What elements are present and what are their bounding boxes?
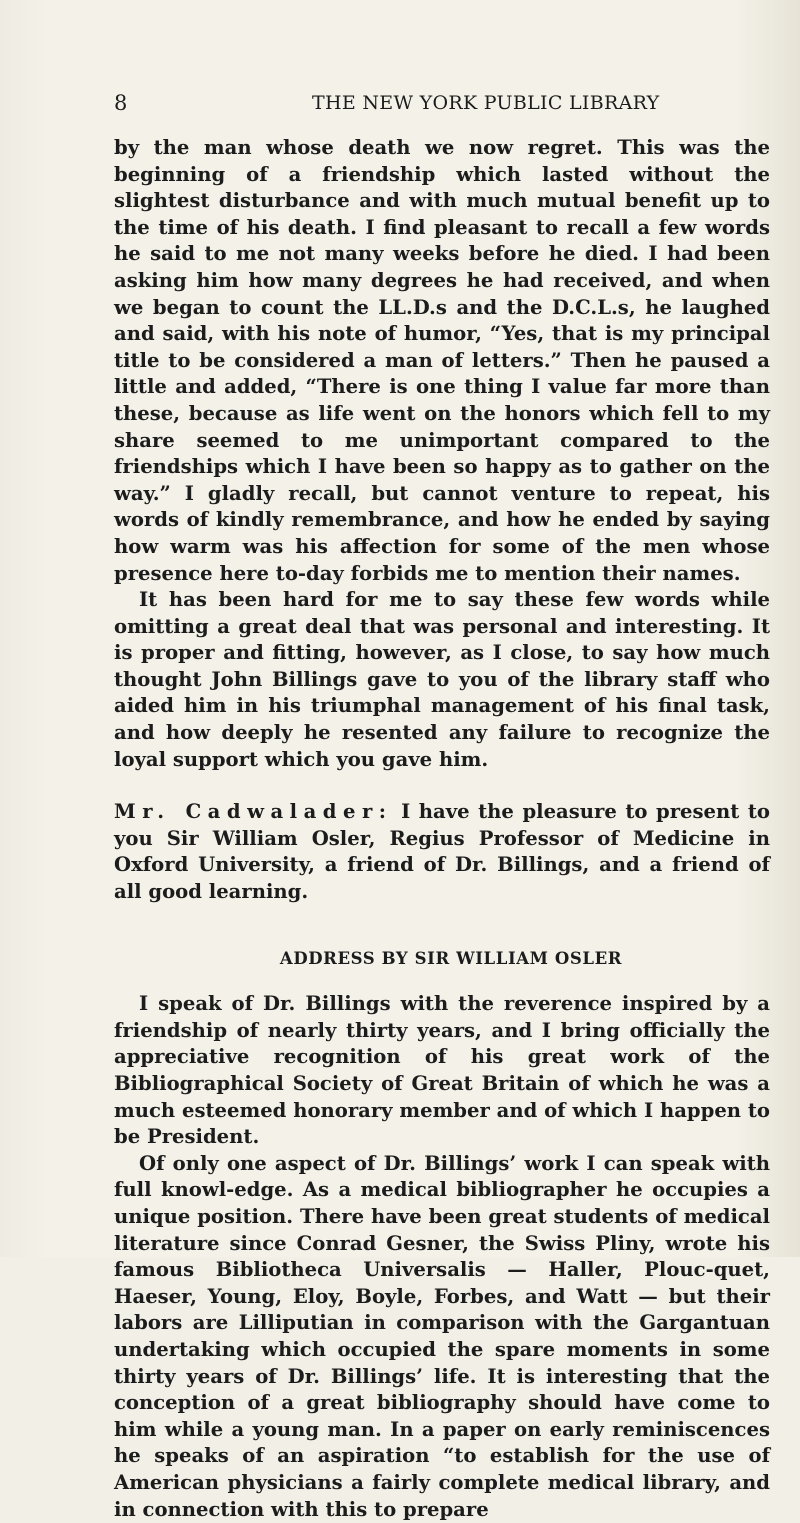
section-gap	[114, 906, 770, 946]
speaker-name: Mr. Cadwalader:	[114, 800, 393, 824]
body-text	[114, 135, 770, 1523]
running-title: THE NEW YORK PUBLIC LIBRARY	[312, 92, 660, 114]
paragraph-address-opening: I speak of Dr. Billings with the reverence inspired by a friendship of nearly thirty years, and I bring officially the appreciative recognition of his great work of the Bibliographical Society of Great Britain of which he was a much esteemed honorary member and of which I happen to be President.	[114, 992, 770, 1149]
introduction-text: I have the pleasure to present to you Sir William Osler, Regius Professor of Medicine in Oxford University, a friend of Dr. Billings, and a friend of all good learning.	[114, 800, 770, 904]
paragraph-gap	[114, 773, 770, 799]
paragraph-bibliographer: Of only one aspect of Dr. Billings’ work I can speak with full knowl-edge. As a medical bibliographer he occupies a unique position. There have been great students of medical literature since Conrad Gesner, the Swiss Pliny, wrote his famous Bibliotheca Universalis — Haller, Plouc-quet, Haeser, Young, Eloy, Boyle, Forbes, and Watt — but their labors are Lilliputian in comparison with the Gargantuan undertaking which occupied the spare moments in some thirty years of Dr. Billings’ life. It is interesting that the conception of a great bibliography should have come to him while a young man. In a paper on early reminiscences he speaks of an aspiration “to establish for the use of American physicians a fairly complete medical library, and in connection with this to prepare	[114, 1151, 770, 1521]
page-number: 8	[114, 91, 128, 115]
section-heading: ADDRESS BY SIR WILLIAM OSLER	[279, 948, 623, 968]
heading-gap	[114, 972, 770, 991]
running-head	[0, 90, 800, 116]
paragraph-introduction	[114, 799, 770, 905]
paragraph-continuation: by the man whose death we now regret. This was the beginning of a friendship which lasted without the slightest disturbance and with much mutual benefit up to the time of his death. I find pleasant to recall a few words he said to me not many weeks before he died. I had been asking him how many degrees he had received, and when we began to count the LL.D.s and the D.C.L.s, he laughed and said, with his note of humor, “Yes, that is my principal title to be considered a man of letters.” Then he paused a little and added, “There is one thing I value far more than these, because as life went on the honors which fell to my share seemed to me unimportant compared to the friendships which I have been so happy as to gather on the way.” I gladly recall, but cannot venture to repeat, his words of kindly remembrance, and how he ended by saying how warm was his affection for some of the men whose presence here to-day forbids me to mention their names.	[114, 136, 770, 585]
paragraph-closing-remarks: It has been hard for me to say these few words while omitting a great deal that was personal and interesting. It is proper and fitting, however, as I close, to say how much thought John Billings gave to you of the library staff who aided him in his triumphal management of his final task, and how deeply he resented any failure to recognize the loyal support which you gave him.	[114, 588, 770, 771]
